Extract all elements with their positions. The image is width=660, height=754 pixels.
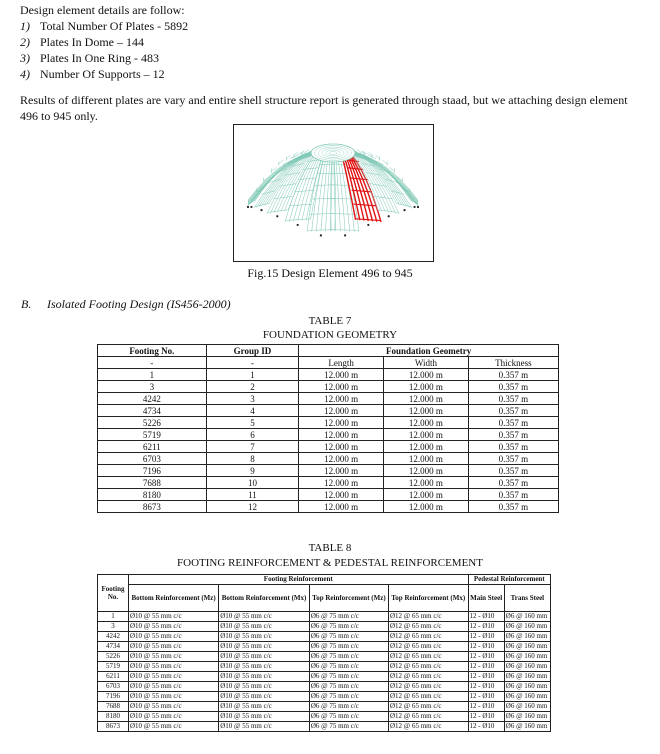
mesh-line [294, 190, 314, 192]
table-cell: 12.000 m [384, 465, 469, 477]
table-cell: Ø12 @ 65 mm c/c [388, 662, 468, 672]
mesh-line [250, 153, 311, 204]
table-row [98, 405, 559, 417]
table-cell: Ø6 @ 75 mm c/c [309, 682, 388, 692]
table-cell: Ø6 @ 160 mm [504, 632, 550, 642]
table-cell: 0.357 m [468, 453, 558, 465]
list-item [20, 18, 188, 34]
table-cell: Ø10 @ 55 mm c/c [129, 612, 219, 622]
table-cell: 0.357 m [468, 405, 558, 417]
table-row [98, 722, 551, 732]
table-cell: 12 [206, 501, 299, 513]
support-dot [320, 234, 322, 236]
table8-body [98, 612, 551, 732]
table-cell: Ø12 @ 65 mm c/c [388, 612, 468, 622]
table-cell: Ø6 @ 160 mm [504, 642, 550, 652]
mesh-line [271, 168, 277, 172]
col-main-steel: Main Steel [468, 585, 504, 612]
mesh-line [267, 210, 288, 213]
table-row [98, 429, 559, 441]
table-cell: Ø12 @ 65 mm c/c [388, 722, 468, 732]
table-cell: Ø10 @ 55 mm c/c [219, 702, 310, 712]
table-cell: Ø6 @ 75 mm c/c [309, 662, 388, 672]
table-cell: 12.000 m [299, 393, 384, 405]
table-cell: 4 [206, 405, 299, 417]
table-cell: 4242 [98, 393, 207, 405]
section-heading [21, 297, 231, 312]
mesh-line [376, 155, 380, 159]
table-cell: Ø6 @ 75 mm c/c [309, 622, 388, 632]
table-cell: Ø10 @ 55 mm c/c [129, 692, 219, 702]
support-dot [388, 215, 390, 217]
table-cell: 12.000 m [299, 405, 384, 417]
table-cell: 4242 [98, 632, 129, 642]
table-cell: 7196 [98, 465, 207, 477]
table-cell: 12 - Ø10 [468, 702, 504, 712]
table-cell: 8180 [98, 489, 207, 501]
sub-width: Width [384, 357, 469, 369]
col-foundation-geometry: Foundation Geometry [299, 345, 559, 357]
sub-footing: - [98, 357, 207, 369]
table-cell: 3 [98, 622, 129, 632]
table-cell: 6703 [98, 453, 207, 465]
design-element-details [20, 2, 188, 82]
list-number: 1) [20, 19, 30, 33]
section-title: Isolated Footing Design (IS456-2000) [47, 297, 231, 311]
table-cell: 4734 [98, 405, 207, 417]
table-row [98, 477, 559, 489]
table-cell: 11 [206, 489, 299, 501]
table-cell: 3 [206, 393, 299, 405]
shell-structure-figure [233, 124, 434, 262]
table-cell: Ø12 @ 65 mm c/c [388, 632, 468, 642]
table-cell: 12 - Ø10 [468, 672, 504, 682]
table-cell: 12.000 m [384, 369, 469, 381]
col-group-id: Group ID [206, 345, 299, 357]
table-cell: Ø12 @ 65 mm c/c [388, 682, 468, 692]
table-row [98, 652, 551, 662]
table8-title: FOOTING REINFORCEMENT & PEDESTAL REINFORCEMENT [177, 557, 483, 569]
table-cell: 8673 [98, 722, 129, 732]
table-cell: 0.357 m [468, 429, 558, 441]
table7-label: TABLE 7 [308, 315, 352, 327]
table-row [98, 501, 559, 513]
table-cell: Ø6 @ 75 mm c/c [309, 632, 388, 642]
table-cell: 12.000 m [299, 417, 384, 429]
table-cell: Ø10 @ 55 mm c/c [219, 622, 310, 632]
table-cell: Ø6 @ 160 mm [504, 702, 550, 712]
table7-title: FOUNDATION GEOMETRY [262, 329, 398, 341]
table-cell: 12.000 m [384, 429, 469, 441]
table-row [98, 381, 559, 393]
table-cell: 0.357 m [468, 369, 558, 381]
table-cell: 0.357 m [468, 489, 558, 501]
table-cell: Ø6 @ 160 mm [504, 612, 550, 622]
table-cell: Ø6 @ 160 mm [504, 662, 550, 672]
table-cell: Ø10 @ 55 mm c/c [219, 682, 310, 692]
table-cell: Ø6 @ 160 mm [504, 652, 550, 662]
table-row [98, 612, 551, 622]
list-text: Total Number Of Plates - 5892 [40, 19, 189, 33]
sub-group: - [206, 357, 299, 369]
group-pedestal-reinforcement: Pedestal Reinforcement [468, 575, 551, 585]
table-row [98, 712, 551, 722]
list-number: 4) [20, 67, 30, 81]
table-cell: 12.000 m [299, 465, 384, 477]
table-cell: Ø10 @ 55 mm c/c [219, 642, 310, 652]
table-cell: Ø6 @ 75 mm c/c [309, 672, 388, 682]
table-cell: 7688 [98, 477, 207, 489]
table-cell: Ø12 @ 65 mm c/c [388, 622, 468, 632]
mesh-line [389, 168, 395, 172]
table-cell: 12.000 m [384, 441, 469, 453]
table-cell: 12 - Ø10 [468, 682, 504, 692]
table-cell: 6 [206, 429, 299, 441]
support-dot [260, 209, 262, 211]
mesh-line [331, 230, 358, 231]
list-item [20, 34, 188, 50]
col-footing-no: Footing No. [98, 575, 129, 612]
table-cell: 0.357 m [468, 381, 558, 393]
table-cell: Ø10 @ 55 mm c/c [129, 682, 219, 692]
table-cell: 8673 [98, 501, 207, 513]
mesh-line [391, 191, 405, 195]
table-cell: Ø10 @ 55 mm c/c [129, 632, 219, 642]
table-cell: 8180 [98, 712, 129, 722]
table-cell: 12.000 m [299, 477, 384, 489]
table-cell: Ø6 @ 75 mm c/c [309, 692, 388, 702]
support-dot [297, 224, 299, 226]
dome-mesh-illustration [234, 125, 433, 261]
table-row [98, 662, 551, 672]
table-cell: Ø12 @ 65 mm c/c [388, 712, 468, 722]
mesh-line [279, 160, 284, 164]
table-cell: 1 [98, 612, 129, 622]
mesh-line [307, 230, 334, 231]
support-dot [276, 215, 278, 217]
table-row [98, 489, 559, 501]
sub-thickness: Thickness [468, 357, 558, 369]
details-list [20, 18, 188, 82]
table-cell: Ø6 @ 160 mm [504, 622, 550, 632]
table-cell: Ø10 @ 55 mm c/c [129, 712, 219, 722]
table-cell: Ø6 @ 75 mm c/c [309, 652, 388, 662]
table-cell: 1 [98, 369, 207, 381]
table-row [98, 642, 551, 652]
table-row [98, 465, 559, 477]
table-cell: Ø6 @ 160 mm [504, 712, 550, 722]
mesh-line [249, 153, 312, 205]
table-cell: 12 - Ø10 [468, 712, 504, 722]
table-cell: Ø10 @ 55 mm c/c [219, 632, 310, 642]
col-top-mz: Top Reinforcement (Mz) [309, 585, 388, 612]
table-cell: 12.000 m [384, 393, 469, 405]
table-cell: 3 [98, 381, 207, 393]
table-cell: Ø12 @ 65 mm c/c [388, 692, 468, 702]
sub-length: Length [299, 357, 384, 369]
table-cell: 6211 [98, 441, 207, 453]
table-cell: Ø10 @ 55 mm c/c [129, 652, 219, 662]
table-cell: Ø12 @ 65 mm c/c [388, 642, 468, 652]
table-cell: Ø10 @ 55 mm c/c [219, 672, 310, 682]
table-cell: 12 - Ø10 [468, 612, 504, 622]
details-heading: Design element details are follow: [20, 3, 185, 17]
support-dot [417, 206, 419, 208]
mesh-line [383, 160, 388, 164]
table-row [98, 692, 551, 702]
table-cell: Ø12 @ 65 mm c/c [388, 702, 468, 712]
table-cell: 9 [206, 465, 299, 477]
table-cell: Ø10 @ 55 mm c/c [219, 612, 310, 622]
table-cell: 12 - Ø10 [468, 632, 504, 642]
list-item [20, 66, 188, 82]
table-row [98, 393, 559, 405]
col-trans-steel: Trans Steel [504, 585, 550, 612]
table-cell: 5226 [98, 652, 129, 662]
support-dot [367, 224, 369, 226]
table-cell: 12.000 m [299, 369, 384, 381]
foundation-geometry-table [97, 344, 559, 513]
table-cell: 4734 [98, 642, 129, 652]
support-dot [250, 206, 252, 208]
table-cell: 12 - Ø10 [468, 662, 504, 672]
table-row [98, 417, 559, 429]
table-row [98, 441, 559, 453]
table-cell: 0.357 m [468, 417, 558, 429]
table-cell: Ø6 @ 160 mm [504, 722, 550, 732]
highlighted-arch-line [352, 190, 372, 192]
col-top-mx: Top Reinforcement (Mx) [388, 585, 468, 612]
table-cell: 2 [206, 381, 299, 393]
table-cell: Ø10 @ 55 mm c/c [129, 622, 219, 632]
support-dot [247, 206, 249, 208]
figure-caption: Fig.15 Design Element 496 to 945 [247, 266, 413, 280]
mesh-line [354, 153, 415, 204]
table-cell: Ø6 @ 75 mm c/c [309, 612, 388, 622]
table-cell: 7196 [98, 692, 129, 702]
col-footing-no: Footing No. [98, 345, 207, 357]
table-cell: Ø6 @ 75 mm c/c [309, 702, 388, 712]
table-cell: 5719 [98, 662, 129, 672]
table-cell: 5226 [98, 417, 207, 429]
table-cell: 12 - Ø10 [468, 622, 504, 632]
table-cell: 0.357 m [468, 441, 558, 453]
mesh-line [286, 155, 290, 159]
table-cell: 12.000 m [384, 501, 469, 513]
table-cell: 12.000 m [384, 405, 469, 417]
table-cell: Ø6 @ 75 mm c/c [309, 722, 388, 732]
table-cell: 5719 [98, 429, 207, 441]
table-cell: Ø6 @ 160 mm [504, 692, 550, 702]
mesh-line [378, 210, 399, 213]
table-cell: 0.357 m [468, 393, 558, 405]
group-footing-reinforcement: Footing Reinforcement [129, 575, 469, 585]
list-text: Plates In One Ring - 483 [40, 51, 159, 65]
table-cell: 6211 [98, 672, 129, 682]
table-cell: 12.000 m [299, 501, 384, 513]
table-cell: Ø10 @ 55 mm c/c [219, 692, 310, 702]
table-cell: 12.000 m [384, 477, 469, 489]
table-cell: 12.000 m [384, 417, 469, 429]
table-cell: 12.000 m [299, 381, 384, 393]
table-row [98, 632, 551, 642]
table-cell: Ø10 @ 55 mm c/c [129, 642, 219, 652]
mesh-line [262, 191, 276, 195]
support-dot [344, 234, 346, 236]
table-cell: 10 [206, 477, 299, 489]
table-cell: 5 [206, 417, 299, 429]
table-cell: 0.357 m [468, 477, 558, 489]
table-row [98, 369, 559, 381]
list-text: Plates In Dome – 144 [40, 35, 144, 49]
table-cell: Ø10 @ 55 mm c/c [129, 702, 219, 712]
table-cell: 6703 [98, 682, 129, 692]
table-cell: Ø10 @ 55 mm c/c [219, 652, 310, 662]
table-cell: 12 - Ø10 [468, 642, 504, 652]
table-cell: Ø10 @ 55 mm c/c [219, 712, 310, 722]
table-cell: 12.000 m [384, 381, 469, 393]
table-row [98, 453, 559, 465]
table-cell: Ø10 @ 55 mm c/c [219, 662, 310, 672]
table-cell: Ø6 @ 160 mm [504, 682, 550, 692]
table8-label: TABLE 8 [308, 542, 352, 554]
table-cell: 12.000 m [299, 489, 384, 501]
footing-reinforcement-table [97, 574, 551, 732]
results-paragraph: Results of different plates are vary and entire shell structure report is generated through staad, but we attaching design element 496 to 945 only. [20, 93, 628, 123]
table-row [98, 622, 551, 632]
table-row [98, 672, 551, 682]
col-bottom-mz: Bottom Reinforcement (Mz) [129, 585, 219, 612]
list-text: Number Of Supports – 12 [40, 67, 165, 81]
table-cell: 0.357 m [468, 501, 558, 513]
table-cell: 8 [206, 453, 299, 465]
table-cell: Ø12 @ 65 mm c/c [388, 672, 468, 682]
table-cell: 12.000 m [299, 441, 384, 453]
table-cell: Ø10 @ 55 mm c/c [129, 722, 219, 732]
list-number: 3) [20, 51, 30, 65]
table-cell: 12 - Ø10 [468, 652, 504, 662]
dome-ring [311, 144, 355, 162]
table-cell: 12 - Ø10 [468, 692, 504, 702]
table-cell: 12.000 m [384, 489, 469, 501]
table-cell: 7 [206, 441, 299, 453]
section-label: B. [21, 297, 32, 311]
table-cell: Ø12 @ 65 mm c/c [388, 652, 468, 662]
table-cell: 12.000 m [299, 453, 384, 465]
list-item [20, 50, 188, 66]
table-cell: 12.000 m [384, 453, 469, 465]
table7-body [98, 369, 559, 513]
table-cell: Ø10 @ 55 mm c/c [219, 722, 310, 732]
table-cell: 7688 [98, 702, 129, 712]
table-cell: Ø6 @ 160 mm [504, 672, 550, 682]
list-number: 2) [20, 35, 30, 49]
table-cell: Ø10 @ 55 mm c/c [129, 662, 219, 672]
col-bottom-mx: Bottom Reinforcement (Mx) [219, 585, 310, 612]
table-cell: Ø10 @ 55 mm c/c [129, 672, 219, 682]
table-cell: Ø6 @ 75 mm c/c [309, 712, 388, 722]
table-cell: 0.357 m [468, 465, 558, 477]
table-cell: 1 [206, 369, 299, 381]
table-row [98, 702, 551, 712]
table-cell: Ø6 @ 75 mm c/c [309, 642, 388, 652]
table-cell: 12.000 m [299, 429, 384, 441]
support-dot [403, 209, 405, 211]
table-row [98, 682, 551, 692]
support-dot [413, 206, 415, 208]
table-cell: 12 - Ø10 [468, 722, 504, 732]
